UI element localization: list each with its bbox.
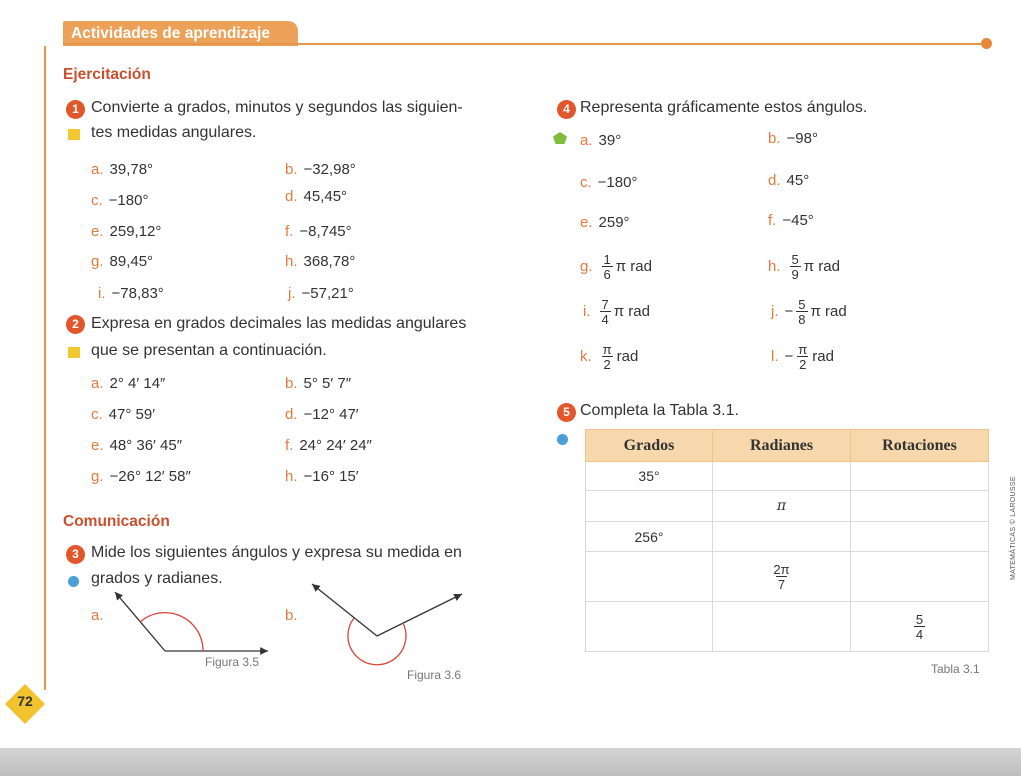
table-cell: π <box>713 491 851 522</box>
ex1-item-b: b. −32,98° <box>285 161 356 178</box>
table-cell: $\frac{5}{4}$ <box>851 602 989 652</box>
table-cell <box>851 552 989 602</box>
table-3-1-caption: Tabla 3.1 <box>931 662 980 676</box>
exercise-5-text-line1: Completa la Tabla 3.1. <box>580 402 739 419</box>
table-header-rotaciones: Rotaciones <box>851 430 989 462</box>
exercise-3-text-line1: Mide los siguientes ángulos y expresa su medida en <box>91 544 462 561</box>
table-cell: $\frac{2\pi}{7}$ <box>713 552 851 602</box>
table-cell <box>713 602 851 652</box>
exercise-3-text-line2: grados y radianes. <box>91 570 223 587</box>
ex1-item-g: g. 89,45° <box>91 253 154 270</box>
section-comunicacion: Comunicación <box>63 513 170 530</box>
exercise-4-text-line1: Representa gráficamente estos ángulos. <box>580 99 868 116</box>
exercise-4-number: 4 <box>557 100 576 119</box>
activities-header: Actividades de aprendizaje <box>63 21 298 46</box>
table-3-1 <box>585 429 989 652</box>
ex1-item-i: i. −78,83° <box>98 285 164 302</box>
exercise-2-number: 2 <box>66 315 85 334</box>
figure-3-6-caption: Figura 3.6 <box>407 668 462 682</box>
table-cell <box>586 552 713 602</box>
scan-bottom-band <box>0 748 1021 776</box>
ex4-item-d: d. 45° <box>768 172 810 189</box>
header-dot <box>981 38 992 49</box>
exercise-1-text-line1: Convierte a grados, minutos y segundos las siguien- <box>91 99 463 116</box>
table-row <box>586 522 989 552</box>
ex2-item-g: g. −26° 12′ 58″ <box>91 468 191 485</box>
figure-b-label: b. <box>285 607 298 624</box>
section-ejercitacion: Ejercitación <box>63 66 151 83</box>
level-circle-icon <box>557 434 568 445</box>
publisher-credit: MATEMÁTICAS © LAROUSSE <box>1010 476 1017 580</box>
exercise-5-number: 5 <box>557 403 576 422</box>
table-row <box>586 602 989 652</box>
table-row <box>586 491 989 522</box>
exercise-3-number: 3 <box>66 545 85 564</box>
ex4-item-g: g. $\frac{1}{6}$ π rad <box>580 252 652 282</box>
figure-3-5-caption: Figura 3.5 <box>205 655 260 669</box>
table-row <box>586 552 989 602</box>
table-cell <box>586 602 713 652</box>
level-square-icon <box>68 347 80 358</box>
ex4-item-e: e. 259° <box>580 214 630 231</box>
ex4-item-i: i. $\frac{7}{4}$ π rad <box>583 297 650 327</box>
figure-a-label: a. <box>91 607 104 624</box>
ex4-item-c: c. −180° <box>580 174 638 191</box>
ex1-item-c: c. −180° <box>91 192 149 209</box>
exercise-1-text-line2: tes medidas angulares. <box>91 124 257 141</box>
exercise-1-number: 1 <box>66 100 85 119</box>
table-cell: 256° <box>586 522 713 552</box>
ex2-item-d: d. −12° 47′ <box>285 406 359 423</box>
ex4-item-l: l. − $\frac{\pi}{2}$ rad <box>771 342 834 372</box>
ex2-item-b: b. 5° 5′ 7″ <box>285 375 351 392</box>
header-rule <box>63 43 989 45</box>
figure-3-6-angle <box>300 578 470 668</box>
ex4-item-b: b. −98° <box>768 130 818 147</box>
table-cell: 35° <box>586 462 713 491</box>
table-header-radianes: Radianes <box>713 430 851 462</box>
ex4-item-a: a. 39° <box>580 132 622 149</box>
ex1-item-a: a. 39,78° <box>91 161 154 178</box>
page-number: 72 <box>17 693 33 709</box>
table-cell <box>713 462 851 491</box>
ex4-item-j: j. − $\frac{5}{8}$ π rad <box>771 297 847 327</box>
ex2-item-c: c. 47° 59′ <box>91 406 156 423</box>
ex4-item-h: h. $\frac{5}{9}$ π rad <box>768 252 840 282</box>
ex2-item-h: h. −16° 15′ <box>285 468 359 485</box>
table-row <box>586 462 989 491</box>
left-margin-bar <box>44 46 46 690</box>
table-cell <box>851 462 989 491</box>
level-square-icon <box>68 129 80 140</box>
table-cell <box>851 522 989 552</box>
ex2-item-e: e. 48° 36′ 45″ <box>91 437 183 454</box>
ex2-item-f: f. 24° 24′ 24″ <box>285 437 372 454</box>
level-pentagon-icon <box>553 132 567 144</box>
ex4-item-k: k. $\frac{\pi}{2}$ rad <box>580 342 639 372</box>
exercise-2-text-line2: que se presentan a continuación. <box>91 342 327 359</box>
table-header-grados: Grados <box>586 430 713 462</box>
ex1-item-j: j. −57,21° <box>288 285 354 302</box>
exercise-2-text-line1: Expresa en grados decimales las medidas angulares <box>91 315 467 332</box>
ex4-item-f: f. −45° <box>768 212 814 229</box>
level-circle-icon <box>68 576 79 587</box>
table-cell <box>586 491 713 522</box>
ex2-item-a: a. 2° 4′ 14″ <box>91 375 166 392</box>
ex1-item-h: h. 368,78° <box>285 253 356 270</box>
table-cell <box>713 522 851 552</box>
table-cell <box>851 491 989 522</box>
ex1-item-f: f. −8,745° <box>285 223 352 240</box>
ex1-item-d: d. 45,45° <box>285 188 348 205</box>
ex1-item-e: e. 259,12° <box>91 223 162 240</box>
